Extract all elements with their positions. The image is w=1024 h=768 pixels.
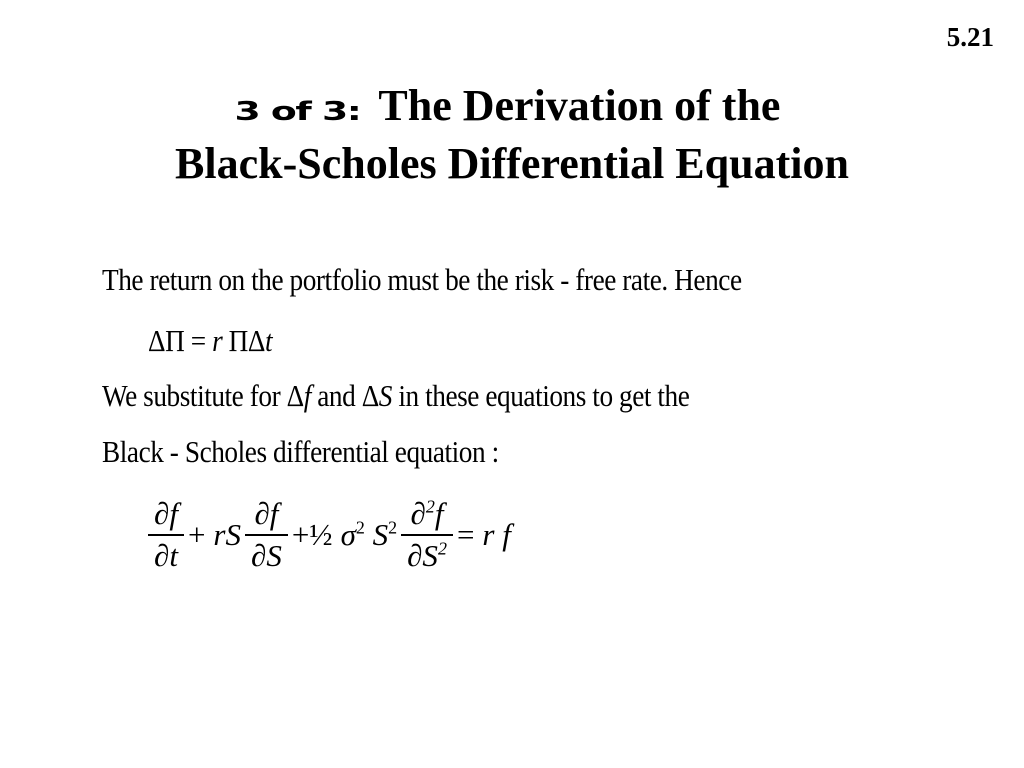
line3-delta-f: Δ [286,378,304,413]
fraction-2-numerator: ∂f [254,496,279,531]
plus-sign-1: + [187,517,206,552]
second-order-exponent: 2 [425,496,435,517]
f-symbol: f [434,496,444,531]
fraction-d2f-dS2 [401,496,453,574]
eq1-equals: = [184,323,213,358]
denominator-exponent: 2 [437,538,447,559]
line3-s: S [378,378,393,413]
line3-and: and [310,378,362,413]
dS-symbol: ∂S [407,538,438,573]
line3-delta-s: Δ [361,378,379,413]
line3-text-a: We substitute for [102,378,287,413]
body-line-1: The return on the portfolio must be the risk - free rate. Hence [102,262,742,297]
equals-sign: = [456,517,475,552]
rS-term: rS [213,517,241,552]
eq1-t: t [265,323,273,358]
eq1-lhs: ΔΠ [148,323,185,358]
fraction-3-denominator [401,534,453,574]
plus-half: +½ [291,517,333,552]
fraction-1-numerator: ∂f [154,496,178,531]
slide-number: 5.21 [946,22,994,52]
black-scholes-equation [148,496,515,574]
title-line-2: Black-Scholes Differential Equation [175,139,849,188]
eq1-r: r [212,323,223,358]
body-line-4: Black - Scholes differential equation : [102,434,499,469]
fraction-1-denominator: ∂t [148,534,184,574]
sigma-symbol: σ [340,517,356,552]
title-line-1-text: The Derivation of the [378,81,781,130]
s-exponent: 2 [388,517,398,538]
fraction-3-numerator [405,496,450,534]
partial-symbol: ∂ [410,496,426,531]
slide-title [0,80,1024,190]
eq1-pi-delta: ΠΔ [222,323,266,358]
title-line-1 [0,80,1024,138]
sigma-squared-s-squared [337,517,402,552]
line3-text-b: in these equations to get the [392,378,690,413]
s-symbol: S [372,517,389,552]
portfolio-return-equation [148,323,272,359]
fraction-2-denominator: ∂S [245,534,288,574]
rf-term: r f [482,517,511,552]
line3-f: f [303,378,311,413]
part-label: 3 of 3: [233,97,360,127]
fraction-df-dt [148,496,184,574]
sigma-exponent: 2 [355,517,365,538]
body-line-3 [102,378,689,414]
fraction-df-dS [245,496,288,574]
